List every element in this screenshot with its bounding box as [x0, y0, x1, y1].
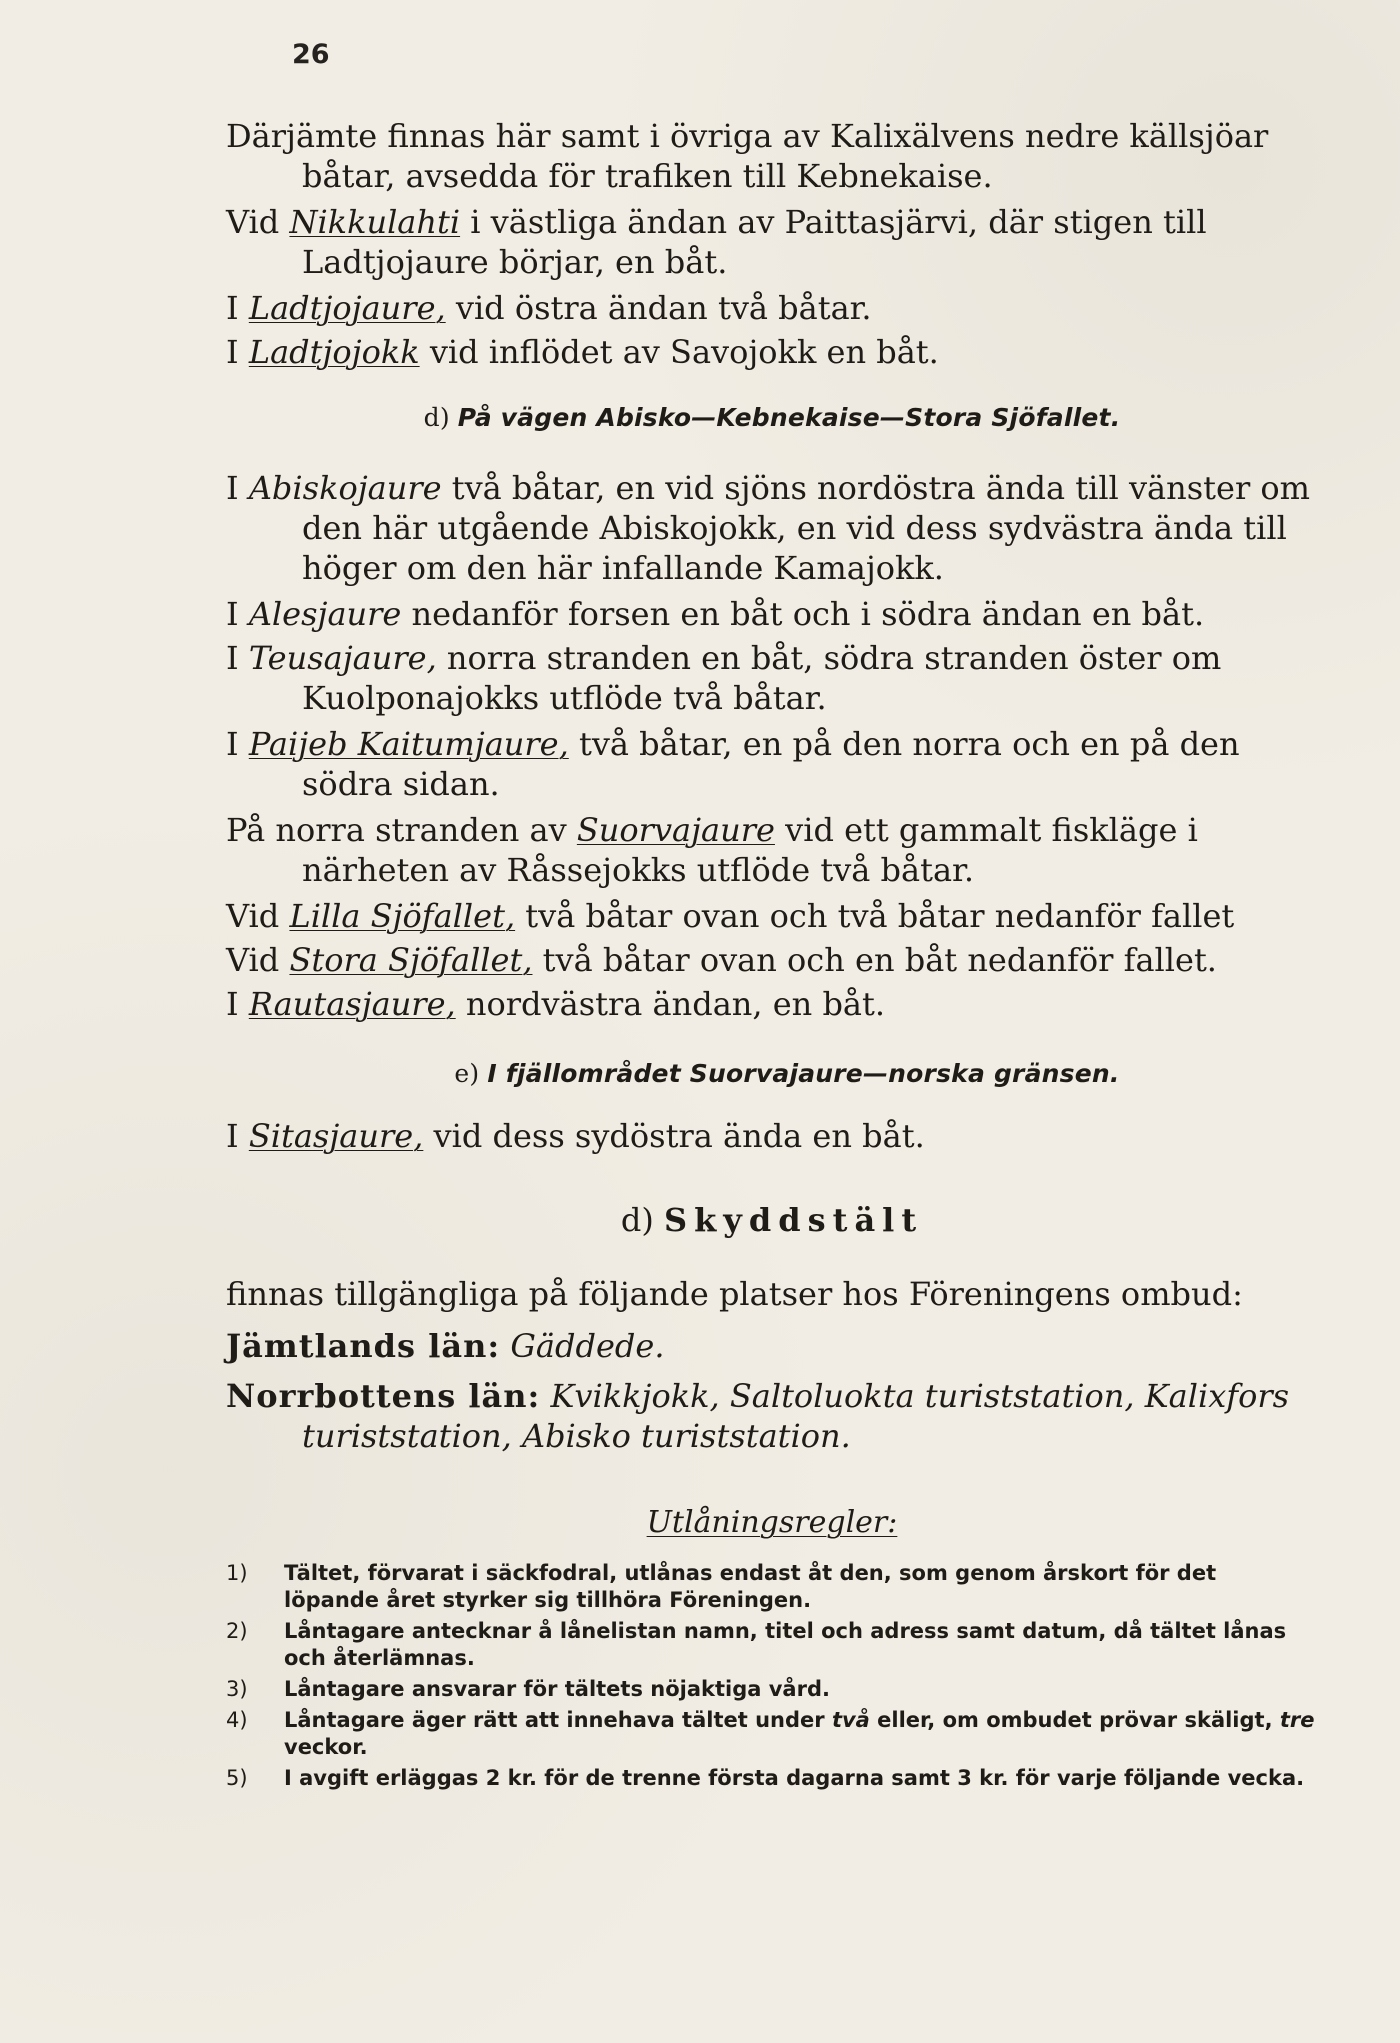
rule-item	[226, 1707, 1318, 1761]
entry-paijeb-kaitumjaure	[226, 724, 1318, 804]
paragraph-start: Vid	[226, 203, 290, 241]
county-label: Jämtlands län:	[226, 1327, 501, 1365]
paragraph-text: Därjämte finnas här samt i övriga av Kalixälvens nedre källsjöar båtar, avsedda för trafiken till Kebnekaise.	[226, 117, 1269, 195]
rule-emphasis: två	[831, 1708, 870, 1732]
rule-text-part: eller, om ombudet prövar skäligt,	[869, 1708, 1280, 1732]
entry-start: I	[226, 639, 249, 677]
entry-alesjaure	[226, 594, 1318, 634]
entry-sitasjaure	[226, 1116, 1318, 1156]
paragraph-kalixalven	[226, 116, 1318, 196]
place-name: Alesjaure	[248, 595, 402, 633]
paragraph-ladtjojokk	[226, 332, 1318, 372]
entry-start: I	[226, 725, 249, 763]
place-name: Teusajaure,	[248, 639, 437, 677]
shelters-title: Skyddstält	[664, 1201, 924, 1239]
rule-item	[226, 1765, 1318, 1792]
entry-lilla-sjofallet	[226, 896, 1318, 936]
entry-rest: två båtar ovan och två båtar nedanför fallet	[515, 897, 1235, 935]
shelters-intro: finnas tillgängliga på följande platser hos Föreningens ombud:	[226, 1275, 1243, 1313]
section-title: På vägen Abisko—Kebnekaise—Stora Sjöfallet.	[457, 403, 1121, 432]
paragraph-nikkulahti	[226, 202, 1318, 282]
place-name: Lilla Sjöfallet,	[289, 897, 516, 935]
entry-rest: vid dess sydöstra ända en båt.	[423, 1117, 925, 1155]
page-number: 26	[292, 39, 330, 70]
rule-item	[226, 1618, 1318, 1672]
rule-number: 4)	[226, 1708, 248, 1732]
entry-rest: vid ett gammalt fiskläge i närheten av Råssejokks utflöde två båtar.	[302, 811, 1198, 889]
entry-start: I	[226, 985, 249, 1023]
entry-suorvajaure	[226, 810, 1318, 890]
shelters-heading	[226, 1200, 1318, 1240]
rule-emphasis: tre	[1279, 1708, 1315, 1732]
place-name: Stora Sjöfallet,	[289, 941, 533, 979]
paragraph-rest: vid inflödet av Savojokk en båt.	[419, 333, 939, 371]
section-title: I fjällområdet Suorvajaure—norska gränsen.	[487, 1059, 1120, 1088]
paragraph-rest: i västliga ändan av Paittasjärvi, där stigen till Ladtjojaure börjar, en båt.	[302, 203, 1207, 281]
rule-text: I avgift erläggas 2 kr. för de trenne första dagarna samt 3 kr. för varje följande vecka.	[284, 1766, 1305, 1790]
place-name: Suorvajaure	[576, 811, 775, 849]
rule-number: 5)	[226, 1766, 248, 1790]
entry-rest: nordvästra ändan, en båt.	[455, 985, 886, 1023]
entry-rest: norra stranden en båt, södra stranden öster om Kuolponajokks utflöde två båtar.	[302, 639, 1222, 717]
shelters-letter: d)	[620, 1201, 654, 1239]
county-places: Gäddede.	[500, 1327, 665, 1365]
place-name: Rautasjaure,	[248, 985, 456, 1023]
entry-start: Vid	[226, 897, 290, 935]
county-label: Norrbottens län:	[226, 1377, 541, 1415]
section-heading-e	[226, 1058, 1318, 1090]
rule-text-part: veckor.	[284, 1735, 368, 1759]
section-letter: e)	[454, 1059, 480, 1088]
county-jamtland	[226, 1326, 1318, 1366]
county-places: Kvikkjokk, Saltoluokta turiststation, Kalixfors turiststation, Abisko turiststation.	[302, 1377, 1290, 1455]
entry-teusajaure	[226, 638, 1318, 718]
rule-text: Låntagare antecknar å lånelistan namn, titel och adress samt datum, då tältet lånas och återlämnas.	[284, 1619, 1287, 1670]
rules-list	[226, 1560, 1318, 1792]
rules-title	[226, 1504, 1318, 1542]
place-name: Abiskojaure	[248, 469, 442, 507]
paragraph-start: I	[226, 333, 249, 371]
entry-rest: två båtar, en på den norra och en på den södra sidan.	[302, 725, 1240, 803]
entry-start: I	[226, 595, 249, 633]
paragraph-rest: vid östra ändan två båtar.	[445, 289, 872, 327]
rule-item	[226, 1676, 1318, 1703]
entry-rest: två båtar, en vid sjöns nordöstra ända till vänster om den här utgående Abiskojokk, en vid dess sydvästra ända till höger om den här infallande Kamajokk.	[302, 469, 1311, 587]
rules-title-text: Utlåningsregler:	[646, 1505, 898, 1540]
county-norrbotten	[226, 1376, 1318, 1456]
paragraph-ladtjojaure	[226, 288, 1318, 328]
place-name: Paijeb Kaitumjaure,	[248, 725, 569, 763]
entry-abiskojaure	[226, 468, 1318, 588]
paragraph-start: I	[226, 289, 249, 327]
entry-rautasjaure	[226, 984, 1318, 1024]
entry-rest: nedanför forsen en båt och i södra ändan en båt.	[401, 595, 1205, 633]
rule-number: 1)	[226, 1561, 248, 1585]
place-name: Sitasjaure,	[248, 1117, 424, 1155]
rule-number: 2)	[226, 1619, 248, 1643]
rule-text: Tältet, förvarat i säckfodral, utlånas endast åt den, som genom årskort för det löpande året styrker sig tillhöra Föreningen.	[284, 1561, 1217, 1612]
rule-text-part: Låntagare äger rätt att innehava tältet under	[284, 1708, 832, 1732]
rule-item	[226, 1560, 1318, 1614]
section-letter: d)	[423, 403, 450, 432]
entry-rest: två båtar ovan och en båt nedanför fallet.	[532, 941, 1217, 979]
entry-start: Vid	[226, 941, 290, 979]
rule-number: 3)	[226, 1677, 248, 1701]
entry-start: På norra stranden av	[226, 811, 577, 849]
place-name: Nikkulahti	[289, 203, 461, 241]
place-name: Ladtjojaure,	[248, 289, 446, 327]
entry-start: I	[226, 469, 249, 507]
entry-start: I	[226, 1117, 249, 1155]
entry-stora-sjofallet	[226, 940, 1318, 980]
section-d-entries	[226, 468, 1318, 1024]
place-name: Ladtjojokk	[248, 333, 420, 371]
rule-text: Låntagare ansvarar för tältets nöjaktiga vård.	[284, 1677, 830, 1701]
section-heading-d	[226, 402, 1318, 434]
rule-text	[284, 1707, 1318, 1761]
